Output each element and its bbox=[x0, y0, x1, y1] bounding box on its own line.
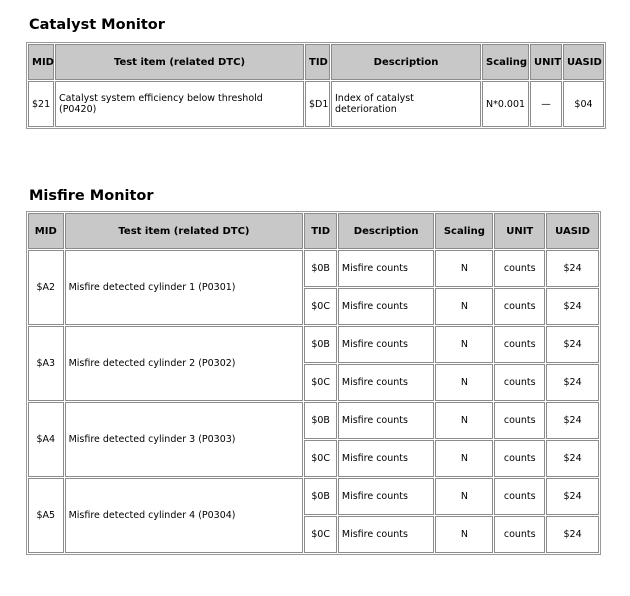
column-header-scaling: Scaling bbox=[435, 213, 493, 249]
cell-uasid: $04 bbox=[563, 81, 604, 127]
cell-unit: — bbox=[530, 81, 562, 127]
cell-tid: $0C bbox=[304, 440, 337, 477]
cell-description: Misfire counts bbox=[338, 402, 435, 439]
cell-description: Misfire counts bbox=[338, 364, 435, 401]
cell-unit: counts bbox=[494, 288, 545, 325]
column-header-scaling: Scaling bbox=[482, 44, 529, 80]
cell-description: Index of catalyst deterioration bbox=[331, 81, 481, 127]
catalyst-monitor-title: Catalyst Monitor bbox=[29, 17, 165, 33]
cell-uasid: $24 bbox=[546, 478, 599, 515]
cell-unit: counts bbox=[494, 478, 545, 515]
cell-uasid: $24 bbox=[546, 402, 599, 439]
table-header-row bbox=[28, 44, 604, 80]
cell-mid: $21 bbox=[28, 81, 54, 127]
cell-unit: counts bbox=[494, 326, 545, 363]
cell-scaling: N bbox=[435, 440, 493, 477]
cell-scaling: N bbox=[435, 478, 493, 515]
cell-unit: counts bbox=[494, 440, 545, 477]
cell-tid: $0C bbox=[304, 516, 337, 553]
cell-test-item: Misfire detected cylinder 3 (P0303) bbox=[65, 402, 304, 477]
cell-tid: $D1 bbox=[305, 81, 330, 127]
cell-uasid: $24 bbox=[546, 288, 599, 325]
table-row bbox=[28, 326, 599, 363]
cell-scaling: N bbox=[435, 250, 493, 287]
misfire-monitor-title: Misfire Monitor bbox=[29, 188, 154, 204]
cell-description: Misfire counts bbox=[338, 478, 435, 515]
cell-description: Misfire counts bbox=[338, 250, 435, 287]
cell-uasid: $24 bbox=[546, 364, 599, 401]
table-header-row bbox=[28, 213, 599, 249]
column-header-uasid: UASID bbox=[563, 44, 604, 80]
cell-unit: counts bbox=[494, 364, 545, 401]
cell-tid: $0B bbox=[304, 478, 337, 515]
column-header-test-item: Test item (related DTC) bbox=[55, 44, 304, 80]
cell-uasid: $24 bbox=[546, 250, 599, 287]
cell-uasid: $24 bbox=[546, 516, 599, 553]
column-header-tid: TID bbox=[304, 213, 337, 249]
table-row bbox=[28, 478, 599, 515]
table-row bbox=[28, 81, 604, 127]
cell-tid: $0B bbox=[304, 326, 337, 363]
table-row bbox=[28, 250, 599, 287]
column-header-test-item: Test item (related DTC) bbox=[65, 213, 304, 249]
column-header-mid: MID bbox=[28, 213, 64, 249]
cell-tid: $0C bbox=[304, 288, 337, 325]
misfire-monitor-table bbox=[26, 211, 601, 555]
cell-mid: $A5 bbox=[28, 478, 64, 553]
catalyst-monitor-table bbox=[26, 42, 606, 129]
column-header-description: Description bbox=[331, 44, 481, 80]
cell-test-item: Misfire detected cylinder 1 (P0301) bbox=[65, 250, 304, 325]
column-header-tid: TID bbox=[305, 44, 330, 80]
column-header-uasid: UASID bbox=[546, 213, 599, 249]
cell-tid: $0B bbox=[304, 250, 337, 287]
cell-mid: $A2 bbox=[28, 250, 64, 325]
cell-scaling: N bbox=[435, 288, 493, 325]
cell-tid: $0B bbox=[304, 402, 337, 439]
table-row bbox=[28, 402, 599, 439]
cell-unit: counts bbox=[494, 516, 545, 553]
cell-description: Misfire counts bbox=[338, 440, 435, 477]
cell-uasid: $24 bbox=[546, 326, 599, 363]
cell-scaling: N*0.001 bbox=[482, 81, 529, 127]
cell-mid: $A4 bbox=[28, 402, 64, 477]
cell-uasid: $24 bbox=[546, 440, 599, 477]
column-header-description: Description bbox=[338, 213, 435, 249]
column-header-unit: UNIT bbox=[530, 44, 562, 80]
cell-description: Misfire counts bbox=[338, 288, 435, 325]
cell-test-item: Misfire detected cylinder 2 (P0302) bbox=[65, 326, 304, 401]
cell-scaling: N bbox=[435, 516, 493, 553]
cell-scaling: N bbox=[435, 326, 493, 363]
cell-description: Misfire counts bbox=[338, 516, 435, 553]
cell-mid: $A3 bbox=[28, 326, 64, 401]
cell-scaling: N bbox=[435, 364, 493, 401]
cell-unit: counts bbox=[494, 402, 545, 439]
column-header-unit: UNIT bbox=[494, 213, 545, 249]
cell-test-item: Catalyst system efficiency below threshold (P0420) bbox=[55, 81, 304, 127]
cell-unit: counts bbox=[494, 250, 545, 287]
cell-description: Misfire counts bbox=[338, 326, 435, 363]
cell-scaling: N bbox=[435, 402, 493, 439]
cell-tid: $0C bbox=[304, 364, 337, 401]
column-header-mid: MID bbox=[28, 44, 54, 80]
cell-test-item: Misfire detected cylinder 4 (P0304) bbox=[65, 478, 304, 553]
